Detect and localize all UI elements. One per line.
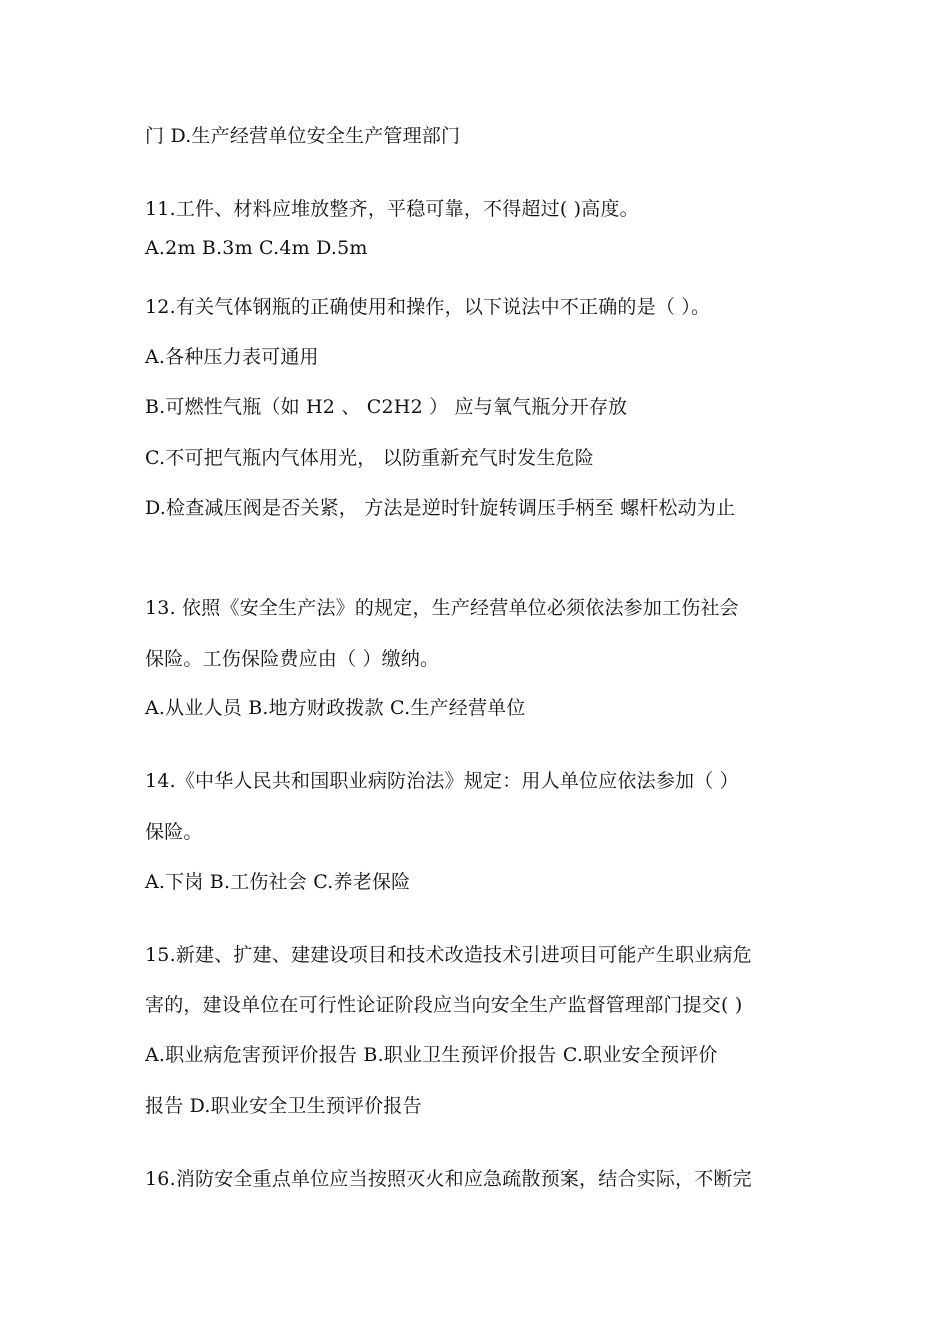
question-12-option-a: A.各种压力表可通用 (145, 346, 319, 368)
question-16: 16.消防安全重点单位应当按照灭火和应急疏散预案，结合实际，不断完 (145, 1168, 752, 1190)
question-14-continued: 保险。 (145, 821, 203, 843)
question-12-option-c: C.不可把气瓶内气体用光， 以防重新充气时发生危险 (145, 447, 594, 469)
text-line: 门 D.生产经营单位安全生产管理部门 (145, 125, 461, 147)
question-15-options: A.职业病危害预评价报告 B.职业卫生预评价报告 C.职业安全预评价 (145, 1044, 718, 1066)
question-13: 13. 依照《安全生产法》的规定，生产经营单位必须依法参加工伤社会 (145, 597, 739, 619)
question-12: 12.有关气体钢瓶的正确使用和操作，以下说法中不正确的是（ ）。 (145, 296, 711, 318)
question-15-options-continued: 报告 D.职业安全卫生预评价报告 (145, 1095, 422, 1117)
question-13-options: A.从业人员 B.地方财政拨款 C.生产经营单位 (145, 697, 526, 719)
question-15: 15.新建、扩建、建建设项目和技术改造技术引进项目可能产生职业病危 (145, 944, 752, 966)
question-11: 11.工件、材料应堆放整齐，平稳可靠，不得超过( )高度。 (145, 198, 639, 220)
question-11-options: A.2m B.3m C.4m D.5m (145, 237, 368, 259)
question-12-option-b: B.可燃性气瓶（如 H2 、 C2H2 ） 应与氧气瓶分开存放 (145, 396, 628, 418)
question-13-continued: 保险。工伤保险费应由（ ）缴纳。 (145, 648, 440, 670)
question-14: 14.《中华人民共和国职业病防治法》规定：用人单位应依法参加（ ） (145, 770, 739, 792)
question-12-option-d: D.检查减压阀是否关紧， 方法是逆时针旋转调压手柄至 螺杆松动为止 (145, 497, 736, 519)
question-15-continued: 害的，建设单位在可行性论证阶段应当向安全生产监督管理部门提交( ) (145, 994, 743, 1016)
question-14-options: A.下岗 B.工伤社会 C.养老保险 (145, 871, 411, 893)
